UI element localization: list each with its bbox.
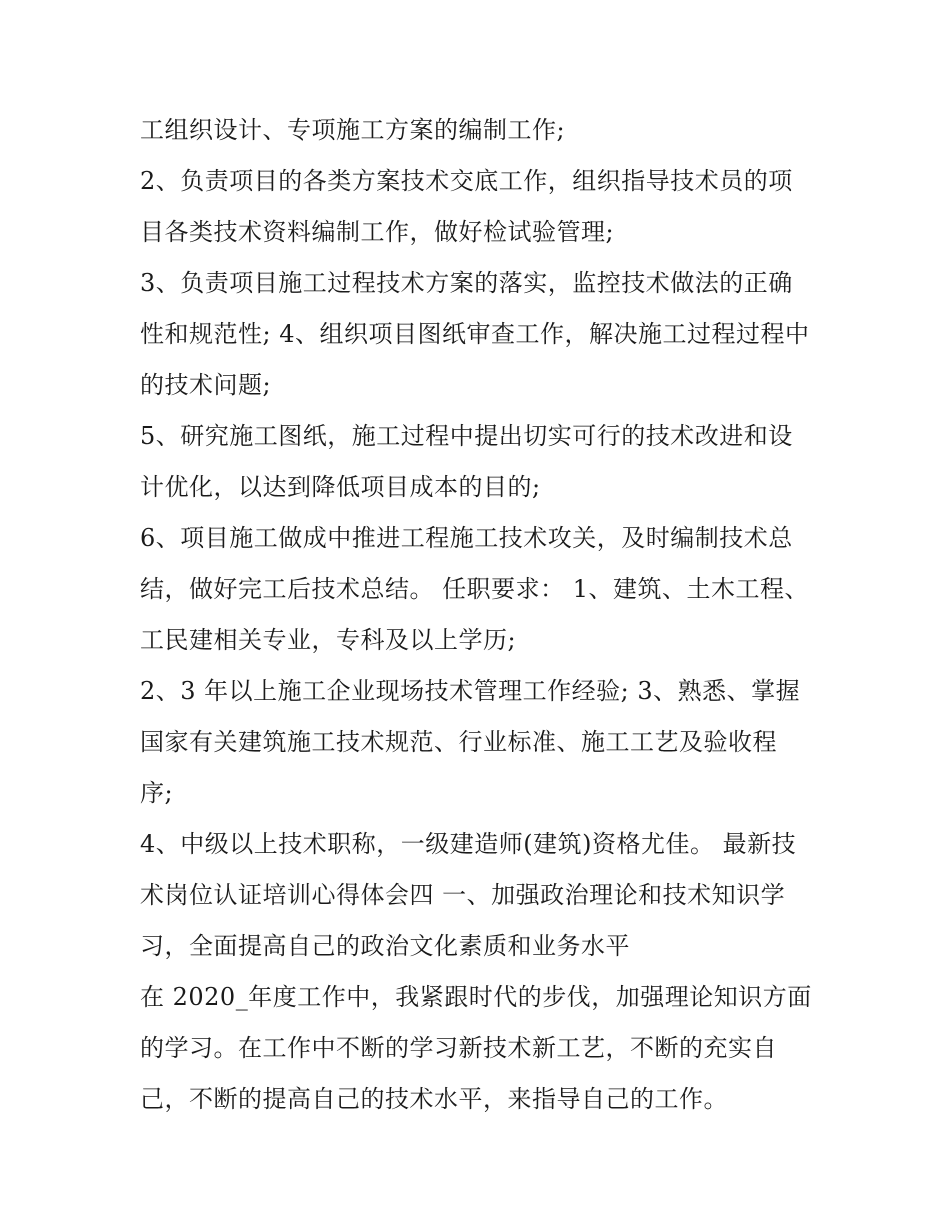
- text-line: 结，做好完工后技术总结。 任职要求： 1、建筑、土木工程、: [140, 575, 810, 603]
- text-line: 2、3 年以上施工企业现场技术管理工作经验; 3、熟悉、掌握: [140, 677, 801, 705]
- text-line: 工民建相关专业，专科及以上学历;: [140, 626, 517, 654]
- text-line: 5、研究施工图纸，施工过程中提出切实可行的技术改进和设: [140, 422, 793, 450]
- text-line: 的学习。在工作中不断的学习新技术新工艺，不断的充实自: [140, 1034, 777, 1062]
- text-line: 3、负责项目施工过程技术方案的落实，监控技术做法的正确: [140, 269, 793, 297]
- text-line: 国家有关建筑施工技术规范、行业标准、施工工艺及验收程: [140, 728, 777, 756]
- text-line: 己，不断的提高自己的技术水平，来指导自己的工作。: [140, 1085, 728, 1113]
- text-line: 的技术问题;: [140, 371, 272, 399]
- document-body: [140, 105, 820, 1125]
- text-line: 4、中级以上技术职称，一级建造师(建筑)资格尤佳。 最新技: [140, 830, 797, 858]
- text-line: 工组织设计、专项施工方案的编制工作;: [140, 116, 566, 144]
- text-line: 2、负责项目的各类方案技术交底工作，组织指导技术员的项: [140, 167, 793, 195]
- text-line: 术岗位认证培训心得体会四 一、加强政治理论和技术知识学: [140, 881, 786, 909]
- text-line: 在 2020_年度工作中，我紧跟时代的步伐，加强理论知识方面: [140, 983, 812, 1011]
- text-line: 计优化，以达到降低项目成本的目的;: [140, 473, 541, 501]
- text-line: 目各类技术资料编制工作，做好检试验管理;: [140, 218, 615, 246]
- text-line: 6、项目施工做成中推进工程施工技术攻关，及时编制技术总: [140, 524, 793, 552]
- text-line: 习，全面提高自己的政治文化素质和业务水平: [140, 932, 630, 960]
- text-line: 序;: [140, 779, 174, 807]
- text-line: 性和规范性; 4、组织项目图纸审查工作，解决施工过程过程中: [140, 320, 810, 348]
